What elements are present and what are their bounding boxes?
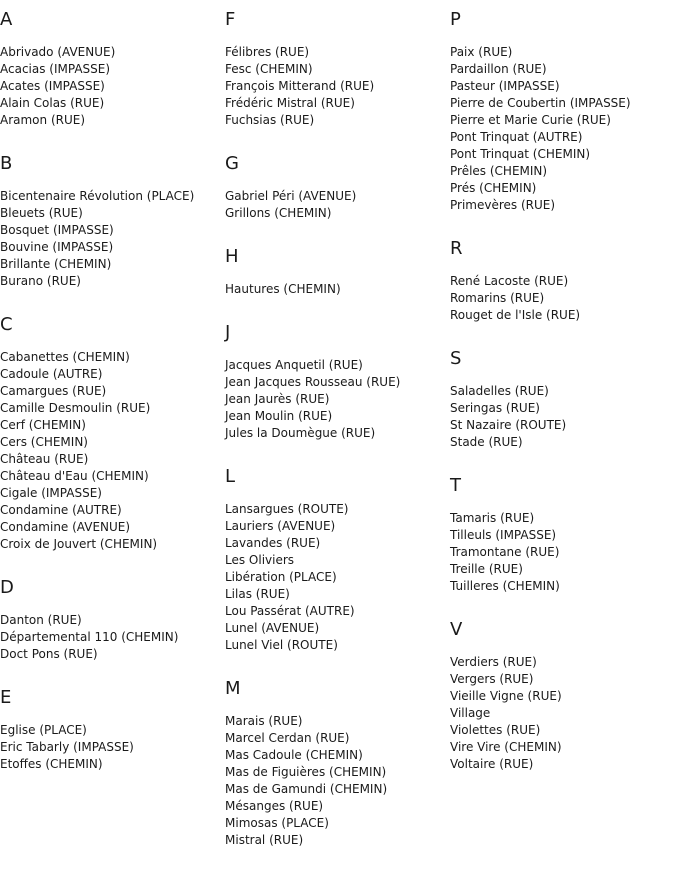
street-list <box>225 501 450 654</box>
street-list <box>450 654 675 773</box>
letter-heading: P <box>450 9 461 30</box>
street-list <box>225 188 450 222</box>
street-link[interactable]: Hautures (CHEMIN) <box>225 282 341 296</box>
letter-heading: A <box>0 9 13 30</box>
street-link[interactable]: Lilas (RUE) <box>225 587 290 601</box>
street-link[interactable]: Cers (CHEMIN) <box>0 435 88 449</box>
letter-group-d <box>0 576 225 663</box>
street-link[interactable]: Bleuets (RUE) <box>0 206 83 220</box>
street-link[interactable]: Mas de Gamundi (CHEMIN) <box>225 782 388 796</box>
letter-group-b <box>0 152 225 290</box>
street-link[interactable]: Cabanettes (CHEMIN) <box>0 350 130 364</box>
street-list <box>0 612 225 663</box>
street-link[interactable]: Romarins (RUE) <box>450 291 545 305</box>
letter-group-l <box>225 465 450 654</box>
street-link[interactable]: Grillons (CHEMIN) <box>225 206 332 220</box>
street-link[interactable]: Prêles (CHEMIN) <box>450 164 548 178</box>
street-link[interactable]: Condamine (AVENUE) <box>0 520 131 534</box>
street-link[interactable]: Marais (RUE) <box>225 714 303 728</box>
street-link[interactable]: Jean Jacques Rousseau (RUE) <box>225 375 401 389</box>
index-column-3 <box>450 8 675 796</box>
street-list <box>0 722 225 773</box>
street-link[interactable]: Bouvine (IMPASSE) <box>0 240 114 254</box>
street-link[interactable]: Pierre de Coubertin (IMPASSE) <box>450 96 631 110</box>
street-link[interactable]: Marcel Cerdan (RUE) <box>225 731 350 745</box>
street-link[interactable]: Danton (RUE) <box>0 613 82 627</box>
street-link[interactable]: Stade (RUE) <box>450 435 523 449</box>
letter-group-e <box>0 686 225 773</box>
street-link[interactable]: Rouget de l'Isle (RUE) <box>450 308 581 322</box>
letter-group-c <box>0 313 225 553</box>
letter-heading: B <box>0 153 13 174</box>
street-link[interactable]: Vire Vire (CHEMIN) <box>450 740 562 754</box>
letter-group-m <box>225 677 450 849</box>
index-column-1 <box>0 8 225 796</box>
street-link[interactable]: Lunel Viel (ROUTE) <box>225 638 338 652</box>
street-list <box>225 357 450 442</box>
letter-group-j <box>225 321 450 442</box>
street-link[interactable]: Vieille Vigne (RUE) <box>450 689 562 703</box>
letter-heading: T <box>450 475 461 496</box>
street-link[interactable]: Acates (IMPASSE) <box>0 79 105 93</box>
street-link[interactable]: Pierre et Marie Curie (RUE) <box>450 113 611 127</box>
letter-group-r <box>450 237 675 324</box>
street-link[interactable]: Saladelles (RUE) <box>450 384 549 398</box>
letter-group-t <box>450 474 675 595</box>
letter-heading: M <box>225 678 241 699</box>
letter-heading: V <box>450 619 463 640</box>
street-link[interactable]: Treille (RUE) <box>450 562 523 576</box>
street-link[interactable]: Camargues (RUE) <box>0 384 107 398</box>
letter-group-s <box>450 347 675 451</box>
street-link[interactable]: Jean Jaurès (RUE) <box>225 392 330 406</box>
street-list <box>450 273 675 324</box>
street-link[interactable]: Mésanges (RUE) <box>225 799 324 813</box>
street-link[interactable]: Mas de Figuières (CHEMIN) <box>225 765 387 779</box>
street-link[interactable]: Brillante (CHEMIN) <box>0 257 112 271</box>
street-link[interactable]: Cadoule (AUTRE) <box>0 367 103 381</box>
street-list <box>225 44 450 129</box>
street-link[interactable]: Acacias (IMPASSE) <box>0 62 111 76</box>
street-link[interactable]: Seringas (RUE) <box>450 401 540 415</box>
letter-group-h <box>225 245 450 298</box>
letter-heading: C <box>0 314 13 335</box>
letter-heading: R <box>450 238 463 259</box>
street-link[interactable]: St Nazaire (ROUTE) <box>450 418 567 432</box>
street-index <box>0 8 675 872</box>
street-link[interactable]: Eric Tabarly (IMPASSE) <box>0 740 134 754</box>
street-link[interactable]: Pardaillon (RUE) <box>450 62 547 76</box>
street-link[interactable]: Condamine (AUTRE) <box>0 503 122 517</box>
letter-heading: J <box>225 322 231 343</box>
street-link[interactable]: Félibres (RUE) <box>225 45 310 59</box>
street-link[interactable]: Bicentenaire Révolution (PLACE) <box>0 189 195 203</box>
street-link[interactable]: Pont Trinquat (AUTRE) <box>450 130 583 144</box>
street-link[interactable]: Mas Cadoule (CHEMIN) <box>225 748 363 762</box>
street-link[interactable]: Château (RUE) <box>0 452 89 466</box>
street-link[interactable]: Château d'Eau (CHEMIN) <box>0 469 149 483</box>
street-link[interactable]: Prés (CHEMIN) <box>450 181 537 195</box>
street-link[interactable]: Lavandes (RUE) <box>225 536 321 550</box>
street-link[interactable]: Verdiers (RUE) <box>450 655 537 669</box>
street-link[interactable]: Départemental 110 (CHEMIN) <box>0 630 179 644</box>
letter-group-v <box>450 618 675 773</box>
street-list <box>450 44 675 214</box>
letter-heading: H <box>225 246 239 267</box>
street-link[interactable]: Paix (RUE) <box>450 45 513 59</box>
street-link[interactable]: Vergers (RUE) <box>450 672 534 686</box>
street-link[interactable]: Mistral (RUE) <box>225 833 304 847</box>
street-list <box>0 44 225 129</box>
street-link[interactable]: Burano (RUE) <box>0 274 81 288</box>
street-link[interactable]: Tramontane (RUE) <box>450 545 560 559</box>
street-list <box>450 510 675 595</box>
street-link[interactable]: Lansargues (ROUTE) <box>225 502 349 516</box>
street-link[interactable]: Voltaire (RUE) <box>450 757 534 771</box>
letter-group-a <box>0 8 225 129</box>
index-column-2 <box>225 8 450 872</box>
street-link[interactable]: Croix de Jouvert (CHEMIN) <box>0 537 158 551</box>
street-link[interactable]: Village <box>450 706 491 720</box>
street-link[interactable]: Camille Desmoulin (RUE) <box>0 401 151 415</box>
street-list <box>225 713 450 849</box>
street-link[interactable]: Bosquet (IMPASSE) <box>0 223 114 237</box>
street-link[interactable]: François Mitterand (RUE) <box>225 79 375 93</box>
street-link[interactable]: Tamaris (RUE) <box>450 511 535 525</box>
letter-group-p <box>450 8 675 214</box>
letter-heading: E <box>0 687 12 708</box>
street-list <box>0 349 225 553</box>
street-link[interactable]: Frédéric Mistral (RUE) <box>225 96 355 110</box>
letter-heading: S <box>450 348 462 369</box>
street-link[interactable]: Fuchsias (RUE) <box>225 113 315 127</box>
street-link[interactable]: Lunel (AVENUE) <box>225 621 320 635</box>
street-list <box>0 188 225 290</box>
letter-heading: G <box>225 153 239 174</box>
street-link[interactable]: Mimosas (PLACE) <box>225 816 329 830</box>
street-link[interactable]: Pasteur (IMPASSE) <box>450 79 560 93</box>
street-link[interactable]: Libération (PLACE) <box>225 570 337 584</box>
letter-heading: D <box>0 577 14 598</box>
street-link[interactable]: Fesc (CHEMIN) <box>225 62 313 76</box>
street-link[interactable]: Lauriers (AVENUE) <box>225 519 336 533</box>
street-link[interactable]: Tuilleres (CHEMIN) <box>450 579 560 593</box>
street-link[interactable]: Jacques Anquetil (RUE) <box>225 358 363 372</box>
street-link[interactable]: Gabriel Péri (AVENUE) <box>225 189 357 203</box>
street-link[interactable]: Violettes (RUE) <box>450 723 541 737</box>
street-link[interactable]: Pont Trinquat (CHEMIN) <box>450 147 591 161</box>
street-link[interactable]: Alain Colas (RUE) <box>0 96 105 110</box>
street-link[interactable]: Cerf (CHEMIN) <box>0 418 86 432</box>
street-link[interactable]: Aramon (RUE) <box>0 113 86 127</box>
street-link[interactable]: Etoffes (CHEMIN) <box>0 757 103 771</box>
street-link[interactable]: René Lacoste (RUE) <box>450 274 569 288</box>
street-list <box>450 383 675 451</box>
street-list <box>225 281 450 298</box>
street-link[interactable]: Abrivado (AVENUE) <box>0 45 116 59</box>
street-link[interactable]: Eglise (PLACE) <box>0 723 87 737</box>
street-link[interactable]: Primevères (RUE) <box>450 198 556 212</box>
street-link[interactable]: Les Oliviers <box>225 553 295 567</box>
street-link[interactable]: Tilleuls (IMPASSE) <box>450 528 557 542</box>
letter-group-g <box>225 152 450 222</box>
street-link[interactable]: Jean Moulin (RUE) <box>225 409 333 423</box>
letter-heading: F <box>225 9 236 30</box>
letter-heading: L <box>225 466 236 487</box>
street-link[interactable]: Jules la Doumègue (RUE) <box>225 426 376 440</box>
letter-group-f <box>225 8 450 129</box>
street-link[interactable]: Cigale (IMPASSE) <box>0 486 102 500</box>
street-link[interactable]: Lou Passérat (AUTRE) <box>225 604 355 618</box>
street-link[interactable]: Doct Pons (RUE) <box>0 647 98 661</box>
